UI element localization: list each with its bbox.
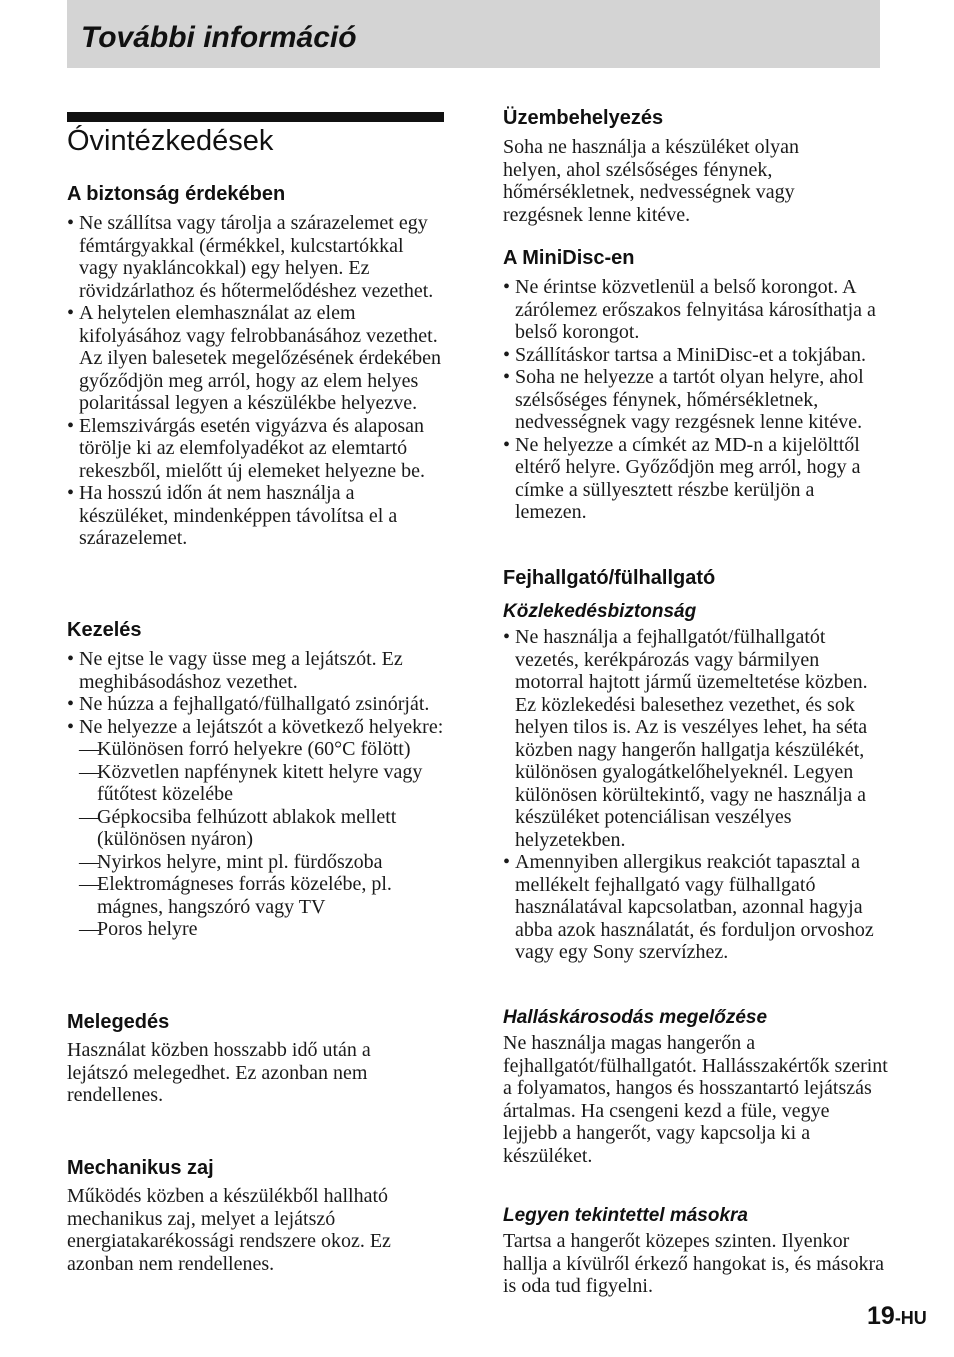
installation-text: Soha ne használja a készüléket olyan helyen, ahol szélsőséges fénynek, hőmérsékletnek, nedvességnek vagy rezgésnek lenne kitéve. bbox=[503, 136, 799, 226]
noise-text: Működés közben a készülékből hallható mechanikus zaj, melyet a lejátszó energiatakarékossági rendszere okoz. Ez azonban nem rendellenes. bbox=[67, 1185, 391, 1275]
list-item: • Ne szállítsa vagy tárolja a szárazelemet egy fémtárgyakkal (érmékkel, kulcstartókkal vagy nyakláncokkal) egy helyen. Ez rövidzárlathoz és hőtermelődéshez vezethet. bbox=[67, 212, 447, 302]
section-title: Óvintézkedések bbox=[67, 125, 274, 157]
list-item: — Nyirkos helyre, mint pl. fürdőszoba bbox=[67, 851, 447, 874]
installation-heading: Üzembehelyezés bbox=[503, 107, 664, 129]
header-bar bbox=[67, 0, 880, 68]
hearing-heading: Halláskárosodás megelőzése bbox=[503, 1007, 768, 1028]
handling-list bbox=[67, 648, 447, 738]
headphones-heading: Fejhallgató/fülhallgató bbox=[503, 567, 716, 589]
list-item: — Poros helyre bbox=[67, 918, 447, 941]
traffic-list bbox=[503, 626, 888, 964]
header-title: További információ bbox=[81, 21, 357, 54]
others-text: Tartsa a hangerőt közepes szinten. Ilyenkor hallja a kívülről érkező hangokat is, és másokra is oda tud figyelni. bbox=[503, 1230, 884, 1297]
list-item: — Elektromágneses forrás közelébe, pl. mágnes, hangszóró vagy TV bbox=[67, 873, 447, 918]
list-item: • Ne helyezze a lejátszót a következő helyekre: bbox=[67, 716, 447, 739]
handling-section bbox=[67, 618, 447, 941]
safety-section bbox=[67, 182, 447, 550]
hearing-section bbox=[503, 1006, 888, 1167]
heating-text: Használat közben hosszabb idő után a lejátszó melegedhet. Ez azonban nem rendellenes. bbox=[67, 1039, 371, 1106]
list-item: — Közvetlen napfénynek kitett helyre vagy fűtőtest közelébe bbox=[67, 761, 447, 806]
list-item: • Szállításkor tartsa a MiniDisc-et a tokjában. bbox=[503, 344, 888, 367]
list-item: • Ne helyezze a címkét az MD-n a kijelölttől eltérő helyre. Győződjön meg arról, hogy a címke a süllyesztett részbe kerüljön a lemezen. bbox=[503, 434, 888, 524]
list-item: • A helytelen elemhasználat az elem kifolyásához vagy felrobbanásához vezethet. Az ilyen balesetek megelőzésének érdekében győződjön meg arról, hogy az elem helyes polaritással legyen a készülékbe helyezve. bbox=[67, 302, 447, 415]
installation-section bbox=[503, 106, 833, 226]
list-item: — Gépkocsiba felhúzott ablakok mellett (különösen nyáron) bbox=[67, 806, 447, 851]
list-item: • Elemszivárgás esetén vigyázva és alaposan törölje ki az elemfolyadékot az elemtartó rekeszből, mielőtt új elemeket helyezne be. bbox=[67, 415, 447, 483]
page-number-value: 19 bbox=[867, 1302, 895, 1330]
others-section bbox=[503, 1204, 888, 1298]
section-rule bbox=[67, 112, 444, 122]
safety-heading: A biztonság érdekében bbox=[67, 183, 286, 205]
list-item: • Ha hosszú időn át nem használja a készüléket, mindenképpen távolítsa el a szárazelemet. bbox=[67, 482, 447, 550]
list-item: • Soha ne helyezze a tartót olyan helyre, ahol szélsőséges fénynek, hőmérsékletnek, nedvességnek vagy rezgésnek lenne kitéve. bbox=[503, 366, 888, 434]
traffic-heading: Közlekedésbiztonság bbox=[503, 601, 697, 622]
noise-heading: Mechanikus zaj bbox=[67, 1157, 214, 1179]
places-list bbox=[67, 738, 447, 941]
heating-heading: Melegedés bbox=[67, 1011, 170, 1033]
hearing-text: Ne használja magas hangerőn a fejhallgatót/fülhallgatót. Hallásszakértők szerint a folyamatos, hangos és hosszantartó lejátszás ártalmas. Ha csengeni kezd a füle, vegye lejjebb a hangerőt, vagy kapcsolja ki a készüléket. bbox=[503, 1032, 888, 1167]
handling-heading: Kezelés bbox=[67, 619, 142, 641]
page-number bbox=[867, 1302, 927, 1331]
minidisc-list bbox=[503, 276, 888, 524]
list-item: • Ne húzza a fejhallgató/fülhallgató zsinórját. bbox=[67, 693, 447, 716]
list-item: • Amennyiben allergikus reakciót tapasztal a mellékelt fejhallgató vagy fülhallgató használatával kapcsolatban, azonnal hagyja abba azok használatát, és forduljon orvoshoz vagy egy Sony szervízhez. bbox=[503, 851, 888, 964]
noise-section bbox=[67, 1156, 417, 1275]
page-number-suffix: -HU bbox=[894, 1308, 927, 1328]
minidisc-section bbox=[503, 246, 888, 524]
headphones-section bbox=[503, 566, 888, 964]
others-heading: Legyen tekintettel másokra bbox=[503, 1205, 748, 1226]
minidisc-heading: A MiniDisc-en bbox=[503, 247, 635, 269]
list-item: • Ne használja a fejhallgatót/fülhallgatót vezetés, kerékpározás vagy bármilyen motorral hajtott jármű üzemeltetése közben. Ez közlekedési balesethez vezethet, és sok helyen tilos is. Az is veszélyes lehet, ha séta közben nagy hangerőn hallgatja készülékét, különösen gyalogátkelőhelyeknél. Legyen különösen körültekintő, vagy ne használja a készüléket potenciálisan veszélyes helyzetekben. bbox=[503, 626, 888, 851]
list-item: — Különösen forró helyekre (60°C fölött) bbox=[67, 738, 447, 761]
list-item: • Ne ejtse le vagy üsse meg a lejátszót. Ez meghibásodáshoz vezethet. bbox=[67, 648, 447, 693]
heating-section bbox=[67, 1010, 417, 1107]
safety-list bbox=[67, 212, 447, 550]
list-item: • Ne érintse közvetlenül a belső korongot. A zárólemez erőszakos felnyitása károsíthatja a belső korongot. bbox=[503, 276, 888, 344]
